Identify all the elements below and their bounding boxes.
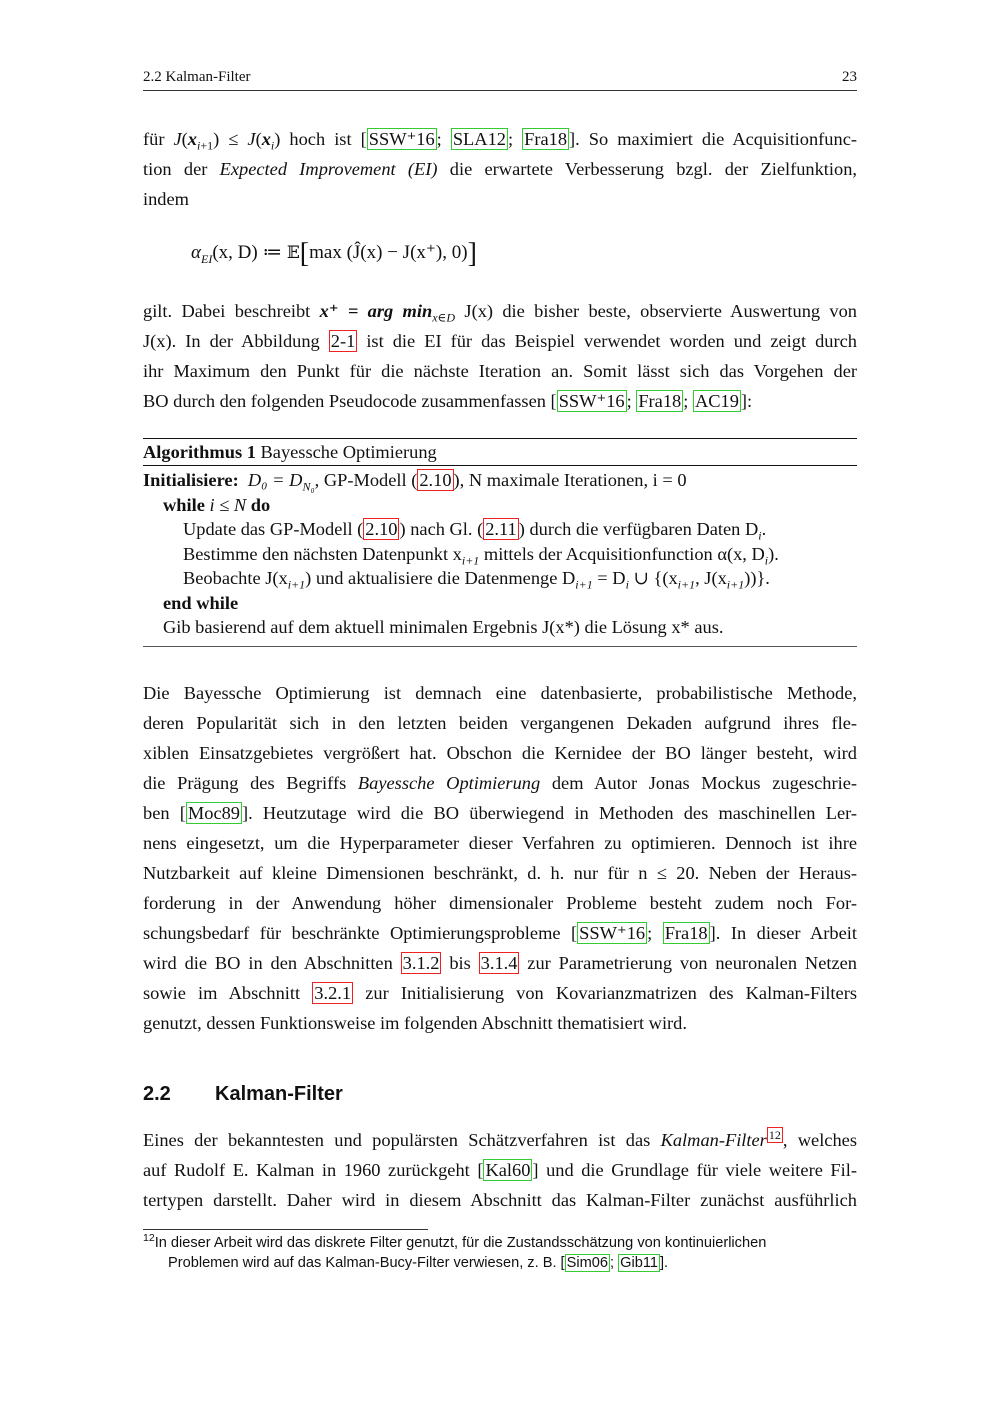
text-line: xiblen Einsatzgebietes vergrößert hat. Obschon die Kernidee der BO länger besteht, wird bbox=[143, 743, 857, 763]
section-number: 2.2 bbox=[143, 1083, 171, 1105]
citation-link[interactable]: SSW⁺16 bbox=[558, 391, 625, 411]
text-line: auf Rudolf E. Kalman in 1960 zurückgeht [ Kal60 ] und die Grundlage für viele weitere Fil- bbox=[143, 1160, 857, 1180]
citation-link[interactable]: Fra18 bbox=[524, 129, 568, 149]
citation-link[interactable]: Fra18 bbox=[664, 923, 708, 943]
formula-expected-improvement: $\alpha_{EI}(x$, D) ≔ 𝔼[max (Ĵ(x) − J(x⁺), 0)] bbox=[191, 238, 477, 269]
algorithm-line: end while bbox=[163, 592, 239, 613]
paragraph-kalman-intro bbox=[143, 1125, 857, 1215]
algorithm-title: Algorithmus 1 Bayessche Optimierung bbox=[143, 439, 857, 466]
footnote-line: Problemen wird auf das Kalman-Bucy-Filter verwiesen, z. B. [ Sim06 ; Gib11 ]. bbox=[168, 1255, 669, 1271]
algorithm-line: Update das GP-Modell ( 2.10 ) nach Gl. ( 2.11 ) durch die verfügbaren Daten $D_i$. bbox=[183, 519, 767, 543]
equation-reference[interactable]: 2.10 bbox=[365, 519, 398, 539]
paragraph-acquisition bbox=[143, 124, 857, 214]
algorithm-box bbox=[143, 438, 857, 647]
page-number: 23 bbox=[842, 69, 857, 85]
citation-link[interactable]: Moc89 bbox=[187, 803, 240, 823]
text-line: schungsbedarf für beschränkte Optimierungsprobleme [ SSW⁺16 ; Fra18 ]. In dieser Arbeit bbox=[143, 923, 857, 943]
text-line: gilt. Dabei beschreibt x⁺ = arg $\min_{x\in D} J(x)$ die bisher beste, observierte Auswertung von bbox=[143, 301, 858, 325]
text-line: BO durch den folgenden Pseudocode zusammenfassen [ SSW⁺16 ; Fra18 ; AC19 ]: bbox=[143, 391, 753, 411]
text-line: ihr Maximum den Punkt für die nächste Iteration an. Somit lässt sich das Vorgehen der bbox=[143, 361, 857, 381]
citation-link[interactable]: Kal60 bbox=[485, 1160, 531, 1180]
text-line: die Prägung des Begriffs Bayessche Optimierung dem Autor Jonas Mockus zugeschrie- bbox=[143, 773, 857, 793]
section-reference[interactable]: 3.1.4 bbox=[480, 953, 518, 973]
equation-reference[interactable]: 2.11 bbox=[485, 519, 517, 539]
paragraph-bo-discussion bbox=[143, 678, 857, 1038]
text-line: deren Popularität sich in den letzten beiden vergangenen Dekaden aufgrund ihres fle- bbox=[143, 713, 857, 733]
section-reference[interactable]: 3.2.1 bbox=[314, 983, 352, 1003]
algorithm-line: while i ≤ N do bbox=[163, 494, 271, 515]
running-header bbox=[143, 68, 857, 91]
text-line: indem bbox=[143, 189, 189, 209]
algorithm-line: Bestimme den nächsten Datenpunkt $x_{i+1}$ mittels der Acquisitionfunction α(x, $D_i$). bbox=[183, 543, 779, 568]
equation-reference[interactable]: 2.10 bbox=[419, 470, 452, 490]
algorithm-line: Initialisiere: $D_0 = D_{N_0}$, GP-Modell ( 2.10 ), N maximale Iterationen, i = 0 bbox=[143, 470, 687, 494]
footnote-rule bbox=[143, 1229, 428, 1230]
citation-link[interactable]: Sim06 bbox=[566, 1255, 608, 1271]
paragraph-bo-summary bbox=[143, 296, 857, 416]
section-reference[interactable]: 3.1.2 bbox=[402, 953, 440, 973]
footnote-line: $^{12}$In dieser Arbeit wird das diskrete Filter genutzt, für die Zustandsschätzung von kontinuierlichen bbox=[143, 1232, 767, 1251]
text-line: sowie im Abschnitt 3.2.1 zur Initialisierung von Kovarianzmatrizen des Kalman-Filters bbox=[143, 983, 857, 1003]
text-line: forderung in der Anwendung höher dimensionaler Probleme besteht zudem noch For- bbox=[143, 893, 857, 913]
text-line: ben [ Moc89 ]. Heutzutage wird die BO überwiegend in Methoden des maschinellen Ler- bbox=[143, 803, 857, 823]
citation-link[interactable]: SSW⁺16 bbox=[579, 923, 646, 943]
header-section: 2.2 Kalman-Filter bbox=[143, 69, 251, 85]
text-line: genutzt, dessen Funktionsweise im folgenden Abschnitt thematisiert wird. bbox=[143, 1013, 687, 1033]
text-line: Eines der bekanntesten und populärsten Schätzverfahren ist das Kalman-Filter $^{12}$ , welches bbox=[143, 1127, 857, 1150]
text-line: für $J(x_{i+1}) \le J(x_i)$ hoch ist [ SSW⁺16 ; SLA12 ; Fra18 ]. So maximiert die Acquisitionfunc- bbox=[143, 129, 857, 153]
section-title: Kalman-Filter bbox=[215, 1083, 343, 1105]
footnote bbox=[143, 1233, 857, 1273]
section-heading bbox=[143, 1083, 343, 1106]
text-line: nens eingesetzt, um die Hyperparameter dieser Verfahren zu optimieren. Dennoch ist ihre bbox=[143, 833, 857, 853]
text-line: tion der Expected Improvement (EI) die erwartete Verbesserung bzgl. der Zielfunktion, bbox=[143, 159, 858, 179]
footnote-marker[interactable]: 12 bbox=[768, 1127, 781, 1142]
citation-link[interactable]: Fra18 bbox=[638, 391, 682, 411]
citation-link[interactable]: AC19 bbox=[694, 391, 739, 411]
text-line: tertypen darstellt. Daher wird in diesem Abschnitt das Kalman-Filter zunächst ausführlich bbox=[143, 1190, 857, 1210]
citation-link[interactable]: SSW⁺16 bbox=[368, 129, 435, 149]
text-line: Die Bayessche Optimierung ist demnach eine datenbasierte, probabilistische Methode, bbox=[143, 683, 857, 703]
algorithm-line: Beobachte $J(x_{i+1})$ und aktualisiere die Datenmenge $D_{i+1} = D_i$ ∪ {($x_{i+1}$, $J(x_{i+1})$)}. bbox=[183, 568, 770, 592]
citation-link[interactable]: Gib11 bbox=[620, 1255, 658, 1271]
text-line: wird die BO in den Abschnitten 3.1.2 bis 3.1.4 zur Parametrierung von neuronalen Netzen bbox=[143, 953, 857, 973]
figure-reference[interactable]: 2-1 bbox=[330, 331, 356, 351]
algorithm-line: Gib basierend auf dem aktuell minimalen Ergebnis J(x*) die Lösung x* aus. bbox=[163, 617, 724, 637]
text-line: Nutzbarkeit auf kleine Dimensionen beschränkt, d. h. nur für n ≤ 20. Neben der Heraus- bbox=[143, 863, 857, 883]
text-line: J(x). In der Abbildung 2-1 ist die EI für das Beispiel verwendet worden und zeigt durch bbox=[143, 331, 857, 351]
algorithm-body bbox=[143, 466, 857, 647]
citation-link[interactable]: SLA12 bbox=[452, 129, 506, 149]
